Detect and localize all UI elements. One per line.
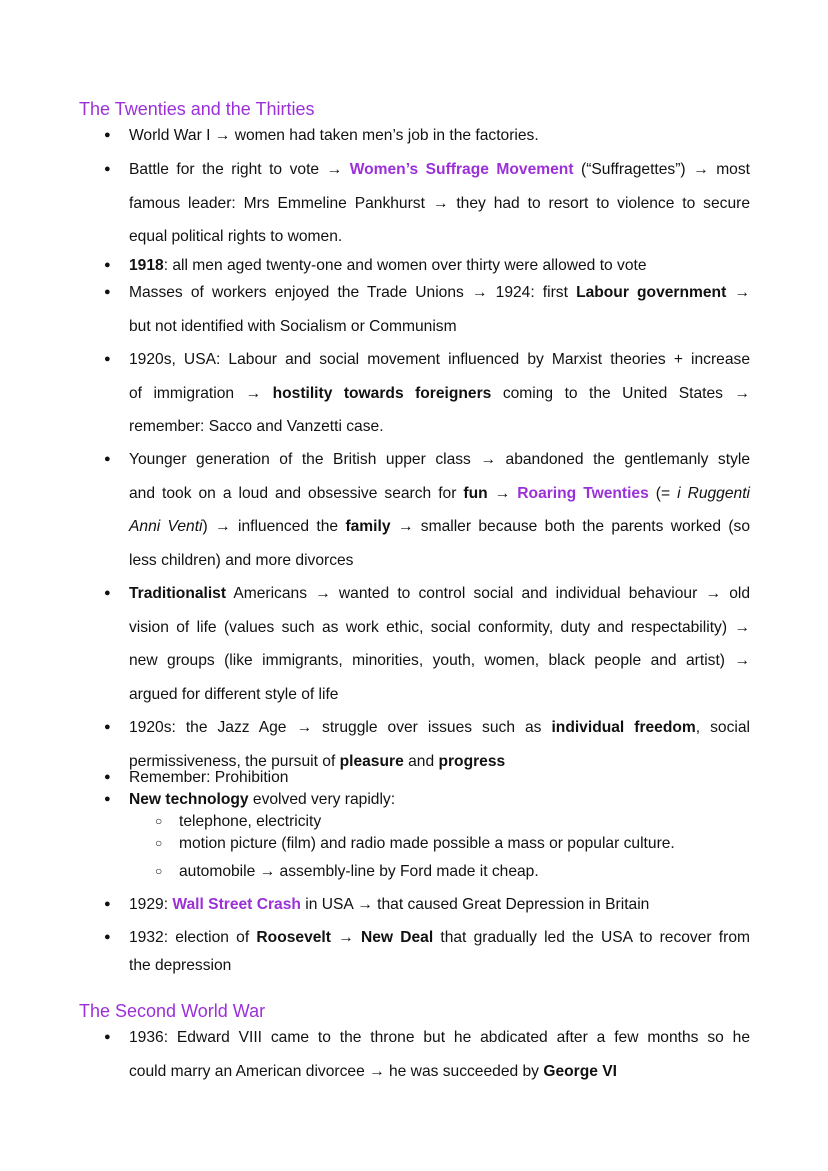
bold-term: Traditionalist: [129, 585, 227, 602]
bullet-text-line: Traditionalist Americans → wanted to control social and individual behaviour → old: [129, 585, 750, 602]
bullet-text-line: Anni Venti) → influenced the family → smaller because both the parents worked (so: [129, 518, 750, 535]
bullet-text-line: 1932: election of Roosevelt → New Deal that gradually led the USA to recover from: [129, 929, 750, 946]
bullet-text-line: remember: Sacco and Vanzetti case.: [129, 418, 384, 435]
italic-term: Anni Venti: [129, 518, 203, 535]
bullet-text-line: new groups (like immigrants, minorities, youth, women, black people and artist) →: [129, 652, 750, 669]
bullet-dot-icon: ●: [104, 1031, 111, 1043]
sub-bullet-text: telephone, electricity: [179, 813, 322, 830]
bullet-dot-icon: ●: [104, 898, 111, 910]
bullet-text-line: Remember: Prohibition: [129, 769, 289, 786]
hollow-bullet-icon: ○: [155, 836, 163, 850]
bullet-text-line: World War I → women had taken men’s job in the factories.: [129, 127, 539, 144]
bullet-dot-icon: ●: [104, 259, 111, 271]
bullet-text-line: argued for different style of life: [129, 685, 339, 703]
bold-term: New Deal: [360, 929, 434, 946]
section-heading-twenties: The Twenties and the Thirties: [79, 99, 315, 119]
bullet-dot-icon: ●: [104, 771, 111, 783]
bold-term: New technology: [129, 791, 249, 808]
bullet-text-line: 1929: Wall Street Crash in USA → that caused Great Depression in Britain: [129, 896, 650, 913]
bold-term: progress: [438, 752, 506, 770]
bold-term: family: [345, 518, 391, 535]
italic-term: i Ruggenti: [677, 484, 750, 502]
bullet-text-line: 1920s, USA: Labour and social movement influenced by Marxist theories + increase: [129, 351, 750, 368]
bullet-text-line: of immigration → hostility towards foreigners coming to the United States →: [129, 384, 750, 402]
bullet-dot-icon: ●: [104, 163, 111, 175]
bullet-text-line: but not identified with Socialism or Communism: [129, 317, 457, 335]
bullet-text-line: 1918: all men aged twenty-one and women over thirty were allowed to vote: [129, 257, 647, 274]
hollow-bullet-icon: ○: [155, 864, 163, 878]
bold-term: Labour government: [576, 284, 727, 301]
bullet-text-line: equal political rights to women.: [129, 228, 343, 245]
bullet-dot-icon: ●: [104, 931, 111, 943]
sub-bullet-item: [155, 863, 539, 881]
bullet-dot-icon: ●: [104, 793, 111, 805]
sub-bullet-text: automobile → assembly-line by Ford made it cheap.: [179, 863, 539, 880]
bullet-text-line: could marry an American divorcee → he was succeeded by George VI: [129, 1062, 617, 1080]
bold-term: hostility towards foreigners: [272, 384, 492, 402]
bullet-text-line: the depression: [129, 957, 232, 974]
bold-term: Roosevelt: [256, 929, 331, 946]
bullet-dot-icon: ●: [104, 129, 111, 141]
bold-term: pleasure: [339, 752, 404, 770]
sub-bullet-text: motion picture (film) and radio made possible a mass or popular culture.: [179, 835, 675, 852]
bullet-text-line: and took on a loud and obsessive search for fun → Roaring Twenties (= i Ruggenti: [129, 484, 750, 502]
bold-term: 1918: [129, 257, 164, 274]
bullet-text-line: Younger generation of the British upper class → abandoned the gentlemanly style: [129, 451, 750, 468]
bullet-text-line: vision of life (values such as work ethic, social conformity, duty and respectability) →: [129, 618, 750, 636]
hollow-bullet-icon: ○: [155, 814, 163, 828]
sub-bullet-item: [155, 835, 675, 853]
bullet-dot-icon: ●: [104, 721, 111, 733]
bullet-text-line: 1936: Edward VIII came to the throne but he abdicated after a few months so he: [129, 1029, 750, 1046]
bullet-dot-icon: ●: [104, 286, 111, 298]
highlight-term: Wall Street Crash: [172, 896, 301, 913]
bold-term: George VI: [543, 1062, 617, 1080]
bullet-text-line: New technology evolved very rapidly:: [129, 791, 396, 808]
bullet-dot-icon: ●: [104, 353, 111, 365]
highlight-term: Roaring Twenties: [517, 484, 649, 502]
bullet-dot-icon: ●: [104, 587, 111, 599]
sub-bullet-item: [155, 813, 322, 831]
bullet-text-line: famous leader: Mrs Emmeline Pankhurst → they had to resort to violence to secure: [129, 194, 750, 212]
bullet-dot-icon: ●: [104, 453, 111, 465]
bullet-text-line: Battle for the right to vote → Women’s Suffrage Movement (“Suffragettes”) → most: [129, 161, 750, 178]
bullet-text-line: permissiveness, the pursuit of pleasure and progress: [129, 752, 506, 770]
bold-term: individual freedom: [551, 719, 696, 736]
bold-term: fun: [463, 484, 488, 502]
section-heading-ww2: The Second World War: [79, 1001, 266, 1021]
bullet-text-line: less children) and more divorces: [129, 551, 354, 569]
highlight-term: Women’s Suffrage Movement: [349, 161, 574, 178]
bullet-text-line: 1920s: the Jazz Age → struggle over issues such as individual freedom, social: [129, 719, 750, 736]
bullet-text-line: Masses of workers enjoyed the Trade Unions → 1924: first Labour government →: [129, 284, 751, 301]
